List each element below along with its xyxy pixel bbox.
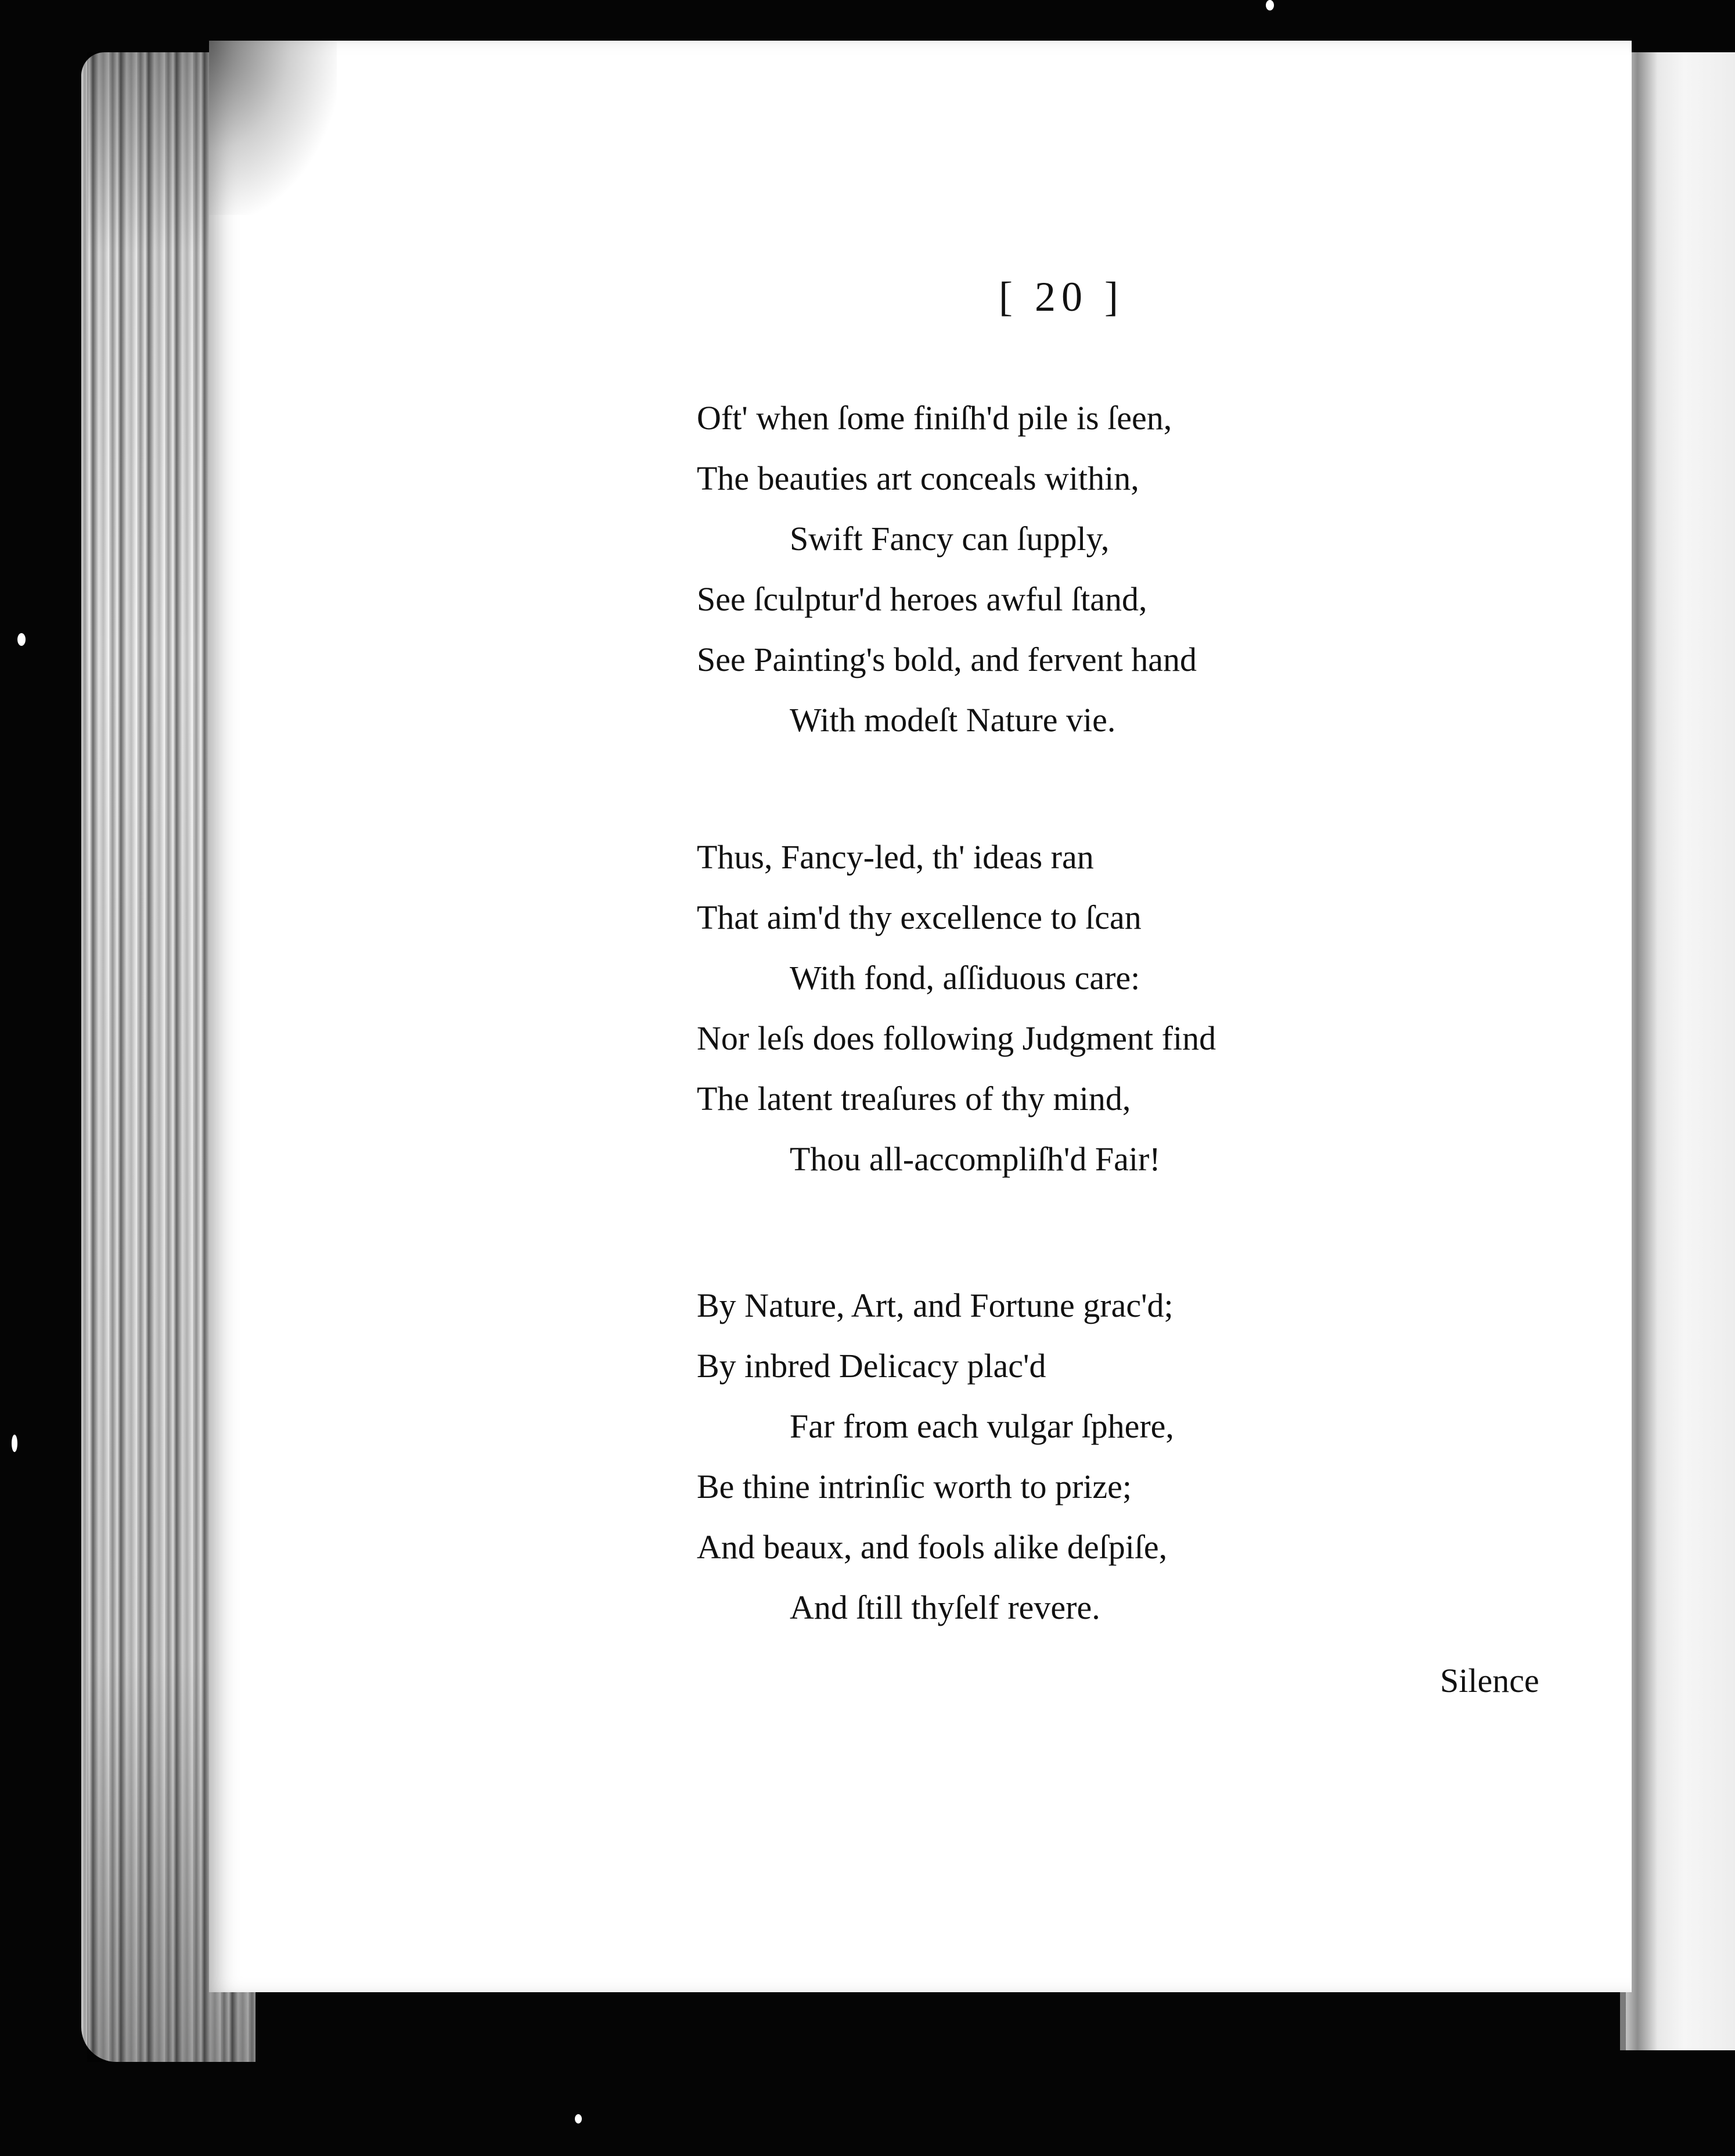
verse-line: Nor leſs does following Judgment find [697,1019,1216,1057]
verse-line: By Nature, Art, and Fortune grac'd; [697,1287,1174,1324]
stanza-2 [697,827,1216,1190]
verse-line: And ſtill thyſelf revere. [790,1589,1100,1626]
verse-line: By inbred Delicacy plac'd [697,1347,1046,1385]
page-number: [ 20 ] [999,274,1124,320]
verse-line: See ſculptur'd heroes awful ſtand, [697,580,1147,618]
verse-line: See Painting's bold, and fervent hand [697,641,1197,678]
adjacent-page-edge [1626,52,1735,2050]
verse-line: With fond, aſſiduous care: [790,959,1140,997]
verse-line: The beauties art conceals within, [697,459,1139,497]
verse-line: Be thine intrinſic worth to prize; [697,1468,1132,1505]
verse-line: That aim'd thy excellence to ſcan [697,899,1142,936]
scan-speck [575,2114,582,2123]
scan-speck [17,633,26,646]
verse-line: Swift Fancy can ſupply, [790,520,1110,558]
stanza-1 [697,388,1197,750]
verse-line: Thou all-accompliſh'd Fair! [790,1140,1161,1178]
catchword: Silence [1440,1662,1539,1699]
scan-speck [1266,0,1274,10]
scan-speck [12,1435,17,1452]
corner-smudge [209,41,337,215]
verse-line: With modeſt Nature vie. [790,701,1116,739]
stanza-3 [697,1275,1174,1638]
verse-line: Oft' when ſome finiſh'd pile is ſeen, [697,399,1172,437]
verse-line: Thus, Fancy-led, th' ideas ran [697,838,1094,876]
verse-line: And beaux, and fools alike deſpiſe, [697,1528,1168,1566]
verse-line: The latent treaſures of thy mind, [697,1080,1131,1117]
verse-line: Far from each vulgar ſphere, [790,1407,1174,1445]
